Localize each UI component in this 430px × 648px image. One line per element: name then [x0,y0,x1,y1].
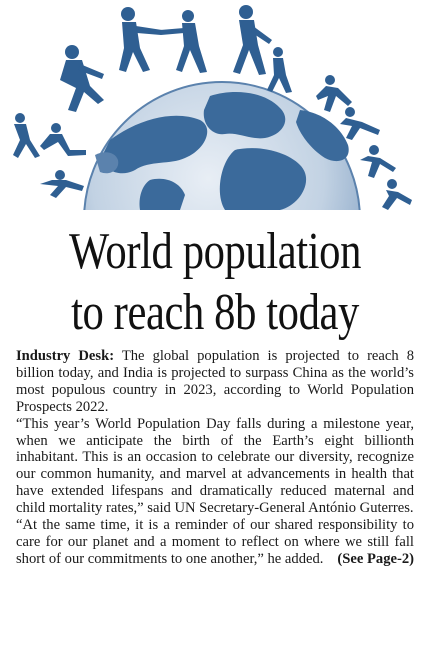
article-paragraph-3 [16,517,414,568]
byline: Industry Desk: [16,348,115,364]
article-paragraph-1 [16,348,414,416]
article-paragraph-2: “This year’s World Population Day falls during a milestone year, when we anticipate the birth of the Earth’s eight billionth inhabitant. This is an occasion to celebrate our diversity, recognize our common humanity, and marvel at advancements in health that have extended lifespans and dramatically reduced maternal and child mortality rates,” said UN Secretary-General António Guterres. [16,415,414,517]
globe-icon [84,82,360,215]
headline-line-2: to reach 8b today [71,284,359,341]
paragraph-3-text: “At the same time, it is a reminder of our shared responsibility to care for our planet and a moment to reflect on where we still fall short of our commitments to one another,” he added. [16,517,414,567]
see-page-link[interactable]: (See Page-2) [337,550,414,567]
headline-line-1: World population [68,223,361,280]
world-population-illustration [0,0,430,215]
article-body [16,348,414,568]
paragraph-1-text: The global population is projected to reach 8 billion today, and India is projected to surpass China as the world’s most populous country in 2023, according to World Population Prospects 2022. [16,348,414,415]
